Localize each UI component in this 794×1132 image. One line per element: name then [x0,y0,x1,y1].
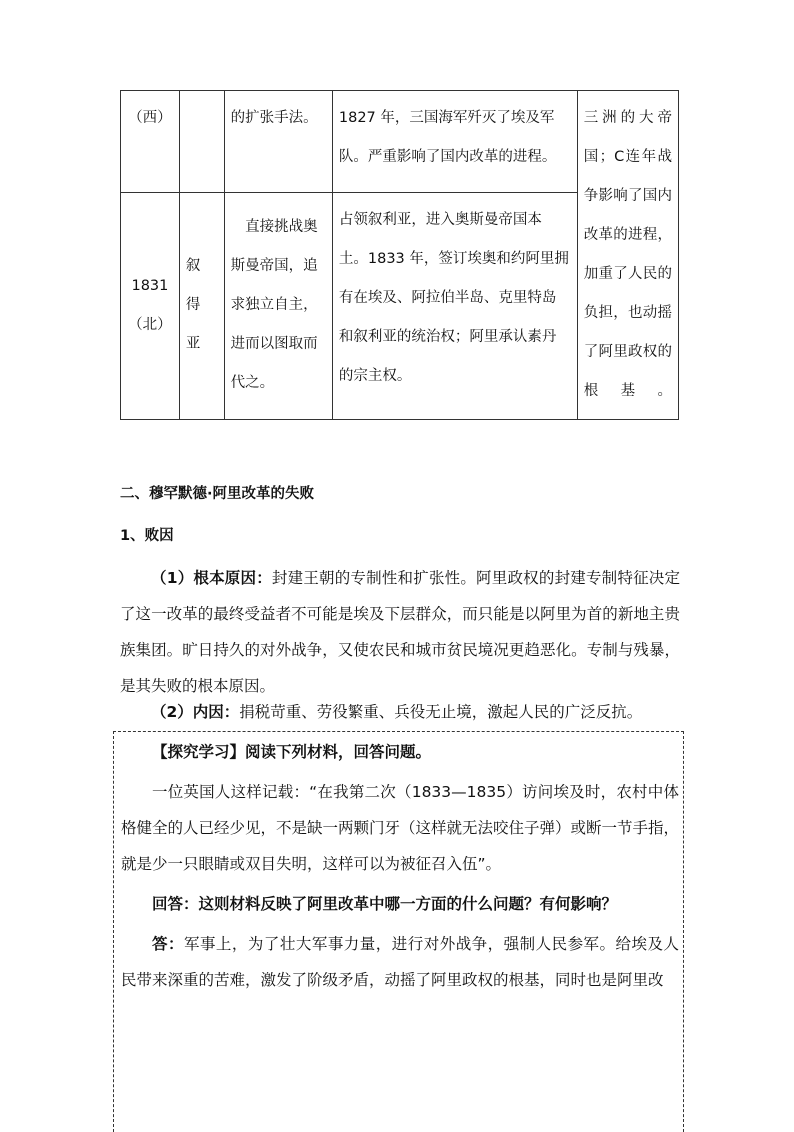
inquiry-box [113,731,684,1132]
paragraph-text: 封建王朝的专制性和扩张性。阿里政权的封建专制特征决定了这一改革的最终受益者不可能是埃及下层群众，而只能是以阿里为首的新地主贵族集团。旷日持久的对外战争，又使农民和城市贫民境况更趋恶化。专制与残暴，是其失败的根本原因。 [120,569,680,695]
year-cell: 1831（北） [121,192,180,419]
inquiry-answer [121,926,679,998]
means-cell: 的扩张手法。 [224,91,332,193]
paragraph-text: 捐税苛重、劳役繁重、兵役无止境，激起人民的广泛反抗。 [239,703,643,721]
paragraph-label: （1）根本原因： [151,569,272,587]
inquiry-material: 一位英国人这样记载：“在我第二次（1833—1835）访问埃及时，农村中体格健全的人已经少见，不是缺一两颗门牙（这样就无法咬住子弹）或断一节手指，就是少一只眼睛或双目失明，这样可以为被征召入伍”。 [121,783,680,873]
answer-label: 答： [152,935,184,953]
paragraph-label: （2）内因： [151,703,240,721]
means-cell: 直接挑战奥斯曼帝国，追求独立自主，进而以图取而代之。 [224,192,332,419]
section-title: 二、穆罕默德·阿里改革的失败 [120,486,315,502]
history-table [120,90,679,420]
year-cell: （西） [121,91,180,193]
paragraph-root-cause [120,560,680,704]
place-cell: 叙 得 亚 [179,192,224,419]
place-cell [179,91,224,193]
table-row [121,91,679,193]
event-cell: 占领叙利亚，进入奥斯曼帝国本土。1833 年，签订埃奥和约阿里拥有在埃及、阿拉伯半岛、克里特岛和叙利亚的统治权；阿里承认素丹的宗主权。 [332,192,577,419]
paragraph-internal-cause [120,694,680,730]
event-cell: 1827 年，三国海军歼灭了埃及军队。严重影响了国内改革的进程。 [332,91,577,193]
effect-cell: 三洲的大帝国；C连年战争影响了国内改革的进程，加重了人民的负担，也动摇了阿里政权的根基。 [577,91,678,420]
answer-text: 军事上，为了壮大军事力量，进行对外战争，强制人民参军。给埃及人民带来深重的苦难，激发了阶级矛盾，动摇了阿里政权的根基，同时也是阿里改 [121,935,679,989]
inquiry-heading: 【探究学习】阅读下列材料，回答问题。 [152,743,432,761]
subsection-title: 1、败因 [120,528,174,544]
inquiry-question: 回答：这则材料反映了阿里改革中哪一方面的什么问题？有何影响？ [152,895,618,913]
